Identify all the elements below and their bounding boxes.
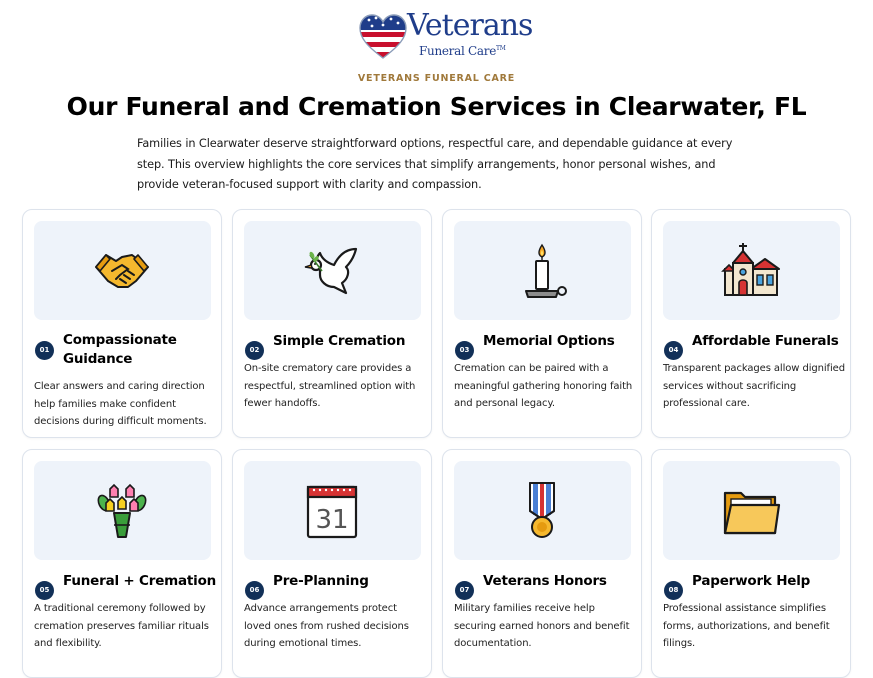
service-title: Memorial Options xyxy=(483,333,615,349)
service-number: 06 xyxy=(245,581,264,600)
service-card-pre-planning xyxy=(232,449,432,678)
service-title: Compassionate Guidance xyxy=(63,332,177,367)
service-card-paperwork-help xyxy=(651,449,851,678)
candle-icon xyxy=(512,241,572,301)
service-description: Military families receive help securing earned honors and benefit documentation. xyxy=(454,603,630,649)
bouquet-icon xyxy=(92,481,152,541)
folder-icon xyxy=(721,481,781,541)
service-description: Professional assistance simplifies forms, authorizations, and benefit filings. xyxy=(663,603,830,649)
service-card-simple-cremation xyxy=(232,209,432,438)
service-title: Pre-Planning xyxy=(273,573,369,589)
card-image xyxy=(454,461,631,560)
card-image xyxy=(34,221,211,320)
logo-wordmark: Veterans xyxy=(407,8,533,43)
service-description: Clear answers and caring direction help families make confident decisions during difficult moments. xyxy=(34,381,207,427)
intro-paragraph: Families in Clearwater deserve straightforward options, respectful care, and dependable guidance at every step. This overview highlights the core services that simplify arrangements, honor personal wishes, and provide veteran-focused support with clarity and compassion. xyxy=(137,137,733,191)
service-card-funeral-cremation xyxy=(22,449,222,678)
service-number: 02 xyxy=(245,341,264,360)
service-title: Simple Cremation xyxy=(273,333,406,349)
service-description: A traditional ceremony followed by cremation preserves familiar rituals and flexibility. xyxy=(34,603,209,649)
flag-heart-icon xyxy=(357,10,409,62)
chapel-icon xyxy=(721,241,781,301)
calendar-icon xyxy=(302,481,362,541)
service-card-veterans-honors xyxy=(442,449,642,678)
medal-icon xyxy=(512,481,572,541)
service-number: 01 xyxy=(35,341,54,360)
dove-icon xyxy=(302,241,362,301)
card-image xyxy=(663,221,840,320)
card-image xyxy=(34,461,211,560)
service-description: On-site crematory care provides a respectful, streamlined option with fewer handoffs. xyxy=(244,363,416,409)
service-title: Affordable Funerals xyxy=(692,333,839,349)
service-description: Transparent packages allow dignified services without sacrificing professional care. xyxy=(663,363,845,409)
service-number: 07 xyxy=(455,581,474,600)
brand-logo[interactable] xyxy=(357,8,533,64)
eyebrow-label: VETERANS FUNERAL CARE xyxy=(357,73,516,84)
service-number: 08 xyxy=(664,581,683,600)
handshake-icon xyxy=(92,241,152,301)
service-card-compassionate-guidance xyxy=(22,209,222,438)
service-number: 03 xyxy=(455,341,474,360)
card-image xyxy=(454,221,631,320)
page-title: Our Funeral and Cremation Services in Clearwater, FL xyxy=(66,92,807,121)
card-image xyxy=(244,221,421,320)
service-description: Cremation can be paired with a meaningful gathering honoring faith and personal legacy. xyxy=(454,363,633,409)
service-description: Advance arrangements protect loved ones from rushed decisions during emotional times. xyxy=(244,603,409,649)
service-title: Funeral + Cremation xyxy=(63,573,217,589)
service-title: Paperwork Help xyxy=(692,573,811,589)
logo-subtitle: Funeral Care™ xyxy=(419,44,506,58)
service-number: 04 xyxy=(664,341,683,360)
service-card-memorial-options xyxy=(442,209,642,438)
service-number: 05 xyxy=(35,581,54,600)
card-image xyxy=(244,461,421,560)
calendar-day: 31 xyxy=(315,505,349,535)
service-card-affordable-funerals xyxy=(651,209,851,438)
card-image xyxy=(663,461,840,560)
service-title: Veterans Honors xyxy=(483,573,607,589)
